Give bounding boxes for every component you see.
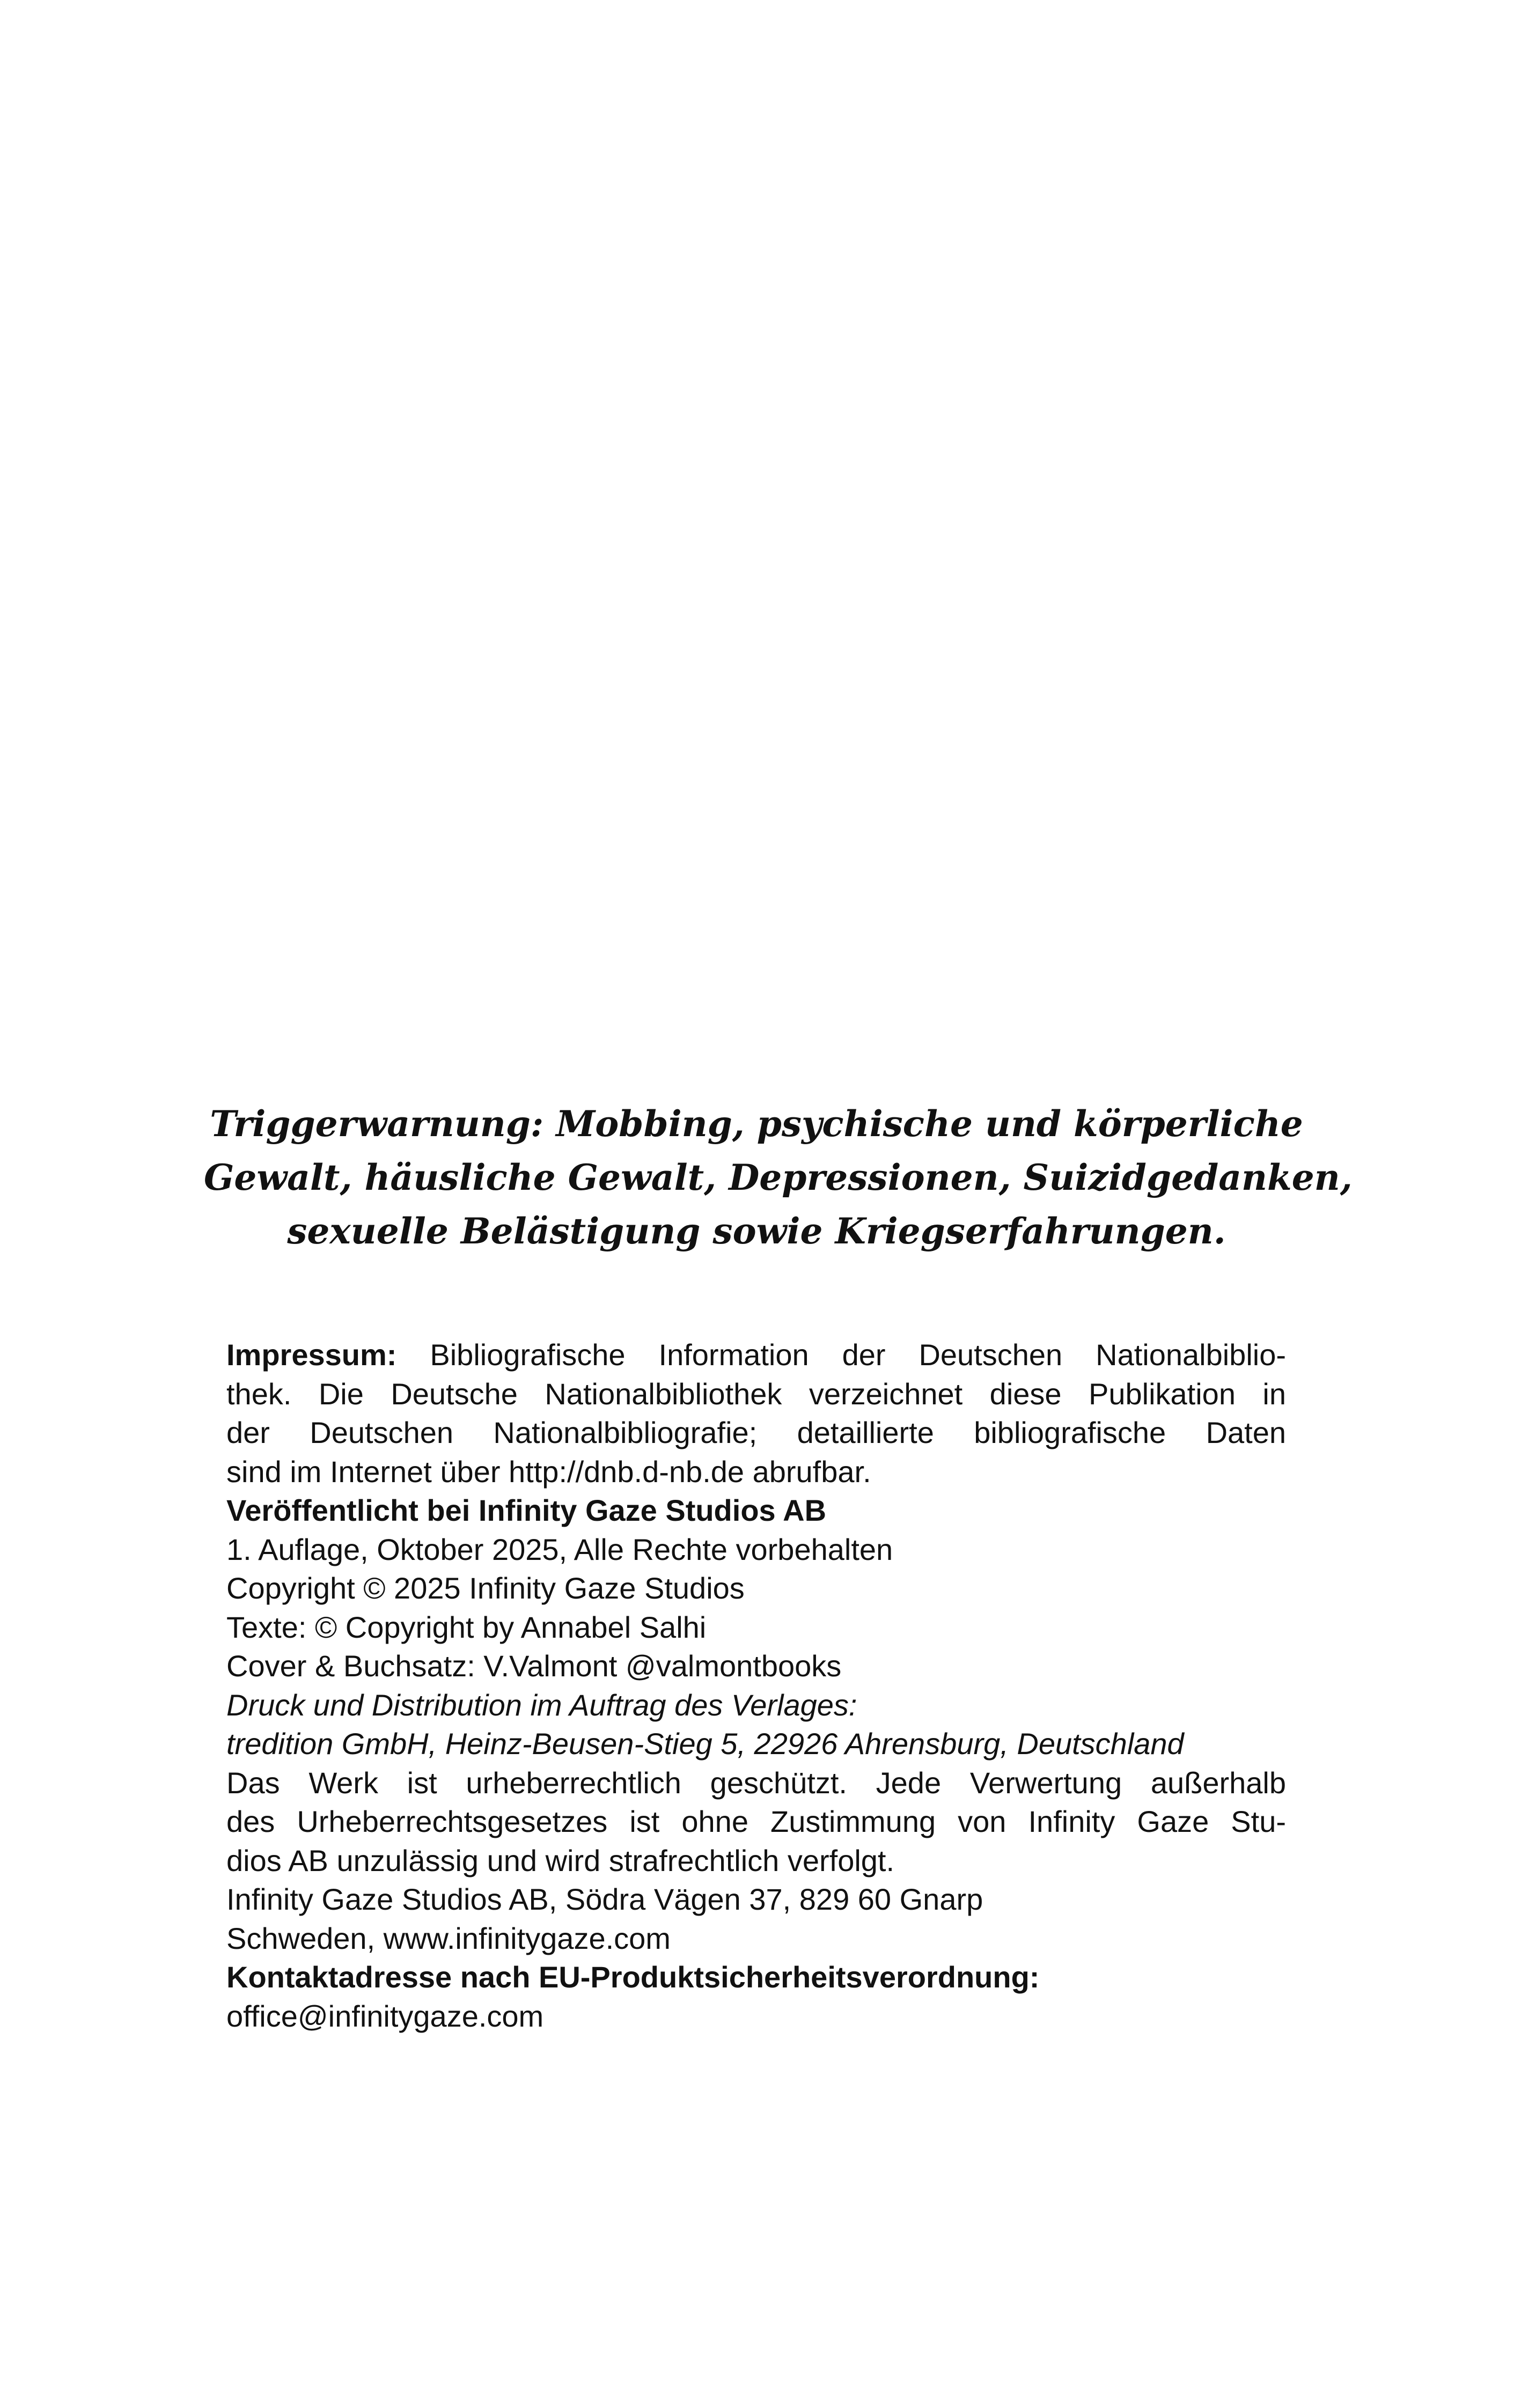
trigger-warning xyxy=(204,1097,1353,1258)
publisher-heading: Veröffentlicht bei Infinity Gaze Studios AB xyxy=(226,1493,827,1527)
distribution-address: tredition GmbH, Heinz-Beusen-Stieg 5, 22926 Ahrensburg, Deutschland xyxy=(226,1727,1184,1761)
distribution-heading: Druck und Distribution im Auftrag des Verlages: xyxy=(226,1688,857,1722)
rights-text-line: dios AB unzulässig und wird strafrechtlich verfolgt. xyxy=(226,1843,895,1877)
publisher-address: Infinity Gaze Studios AB, Södra Vägen 37, 829 60 Gnarp xyxy=(226,1882,983,1916)
trigger-warning-line: Triggerwarnung: Mobbing, psychische und körperliche xyxy=(210,1103,1303,1145)
cover-credit-line: Cover & Buchsatz: V.Valmont @valmontbooks xyxy=(226,1649,842,1683)
edition-line: 1. Auflage, Oktober 2025, Alle Rechte vorbehalten xyxy=(226,1532,893,1566)
trigger-warning-line: Gewalt, häusliche Gewalt, Depressionen, Suizidgedanken, xyxy=(204,1157,1353,1198)
imprint-line-1 xyxy=(226,1336,1286,1375)
rights-text-line: des Urheberrechtsgesetzes ist ohne Zustimmung von Infinity Gaze Stu- xyxy=(226,1805,1286,1838)
trigger-warning-line: sexuelle Belästigung sowie Kriegserfahrungen. xyxy=(287,1210,1226,1252)
contact-heading: Kontaktadresse nach EU-Produktsicherheitsverordnung: xyxy=(226,1960,1040,1994)
imprint-line: der Deutschen Nationalbibliografie; detaillierte bibliografische Daten xyxy=(226,1416,1286,1449)
copyright-line: Copyright © 2025 Infinity Gaze Studios xyxy=(226,1571,745,1605)
imprint-intro-text: Bibliografische Information der Deutschen Nationalbiblio- xyxy=(396,1338,1286,1372)
texts-copyright-line: Texte: © Copyright by Annabel Salhi xyxy=(226,1610,707,1644)
imprint-line: sind im Internet über http://dnb.d-nb.de abrufbar. xyxy=(226,1454,871,1489)
imprint-block xyxy=(226,1336,1286,2036)
imprint-label: Impressum: xyxy=(226,1338,397,1372)
publisher-country-website: Schweden, www.infinitygaze.com xyxy=(226,1921,671,1955)
rights-text-line: Das Werk ist urheberrechtlich geschützt. Jede Verwertung außerhalb xyxy=(226,1765,1286,1800)
imprint-line: thek. Die Deutsche Nationalbibliothek verzeichnet diese Publikation in xyxy=(226,1376,1286,1411)
contact-email: office@infinitygaze.com xyxy=(226,1999,544,2033)
